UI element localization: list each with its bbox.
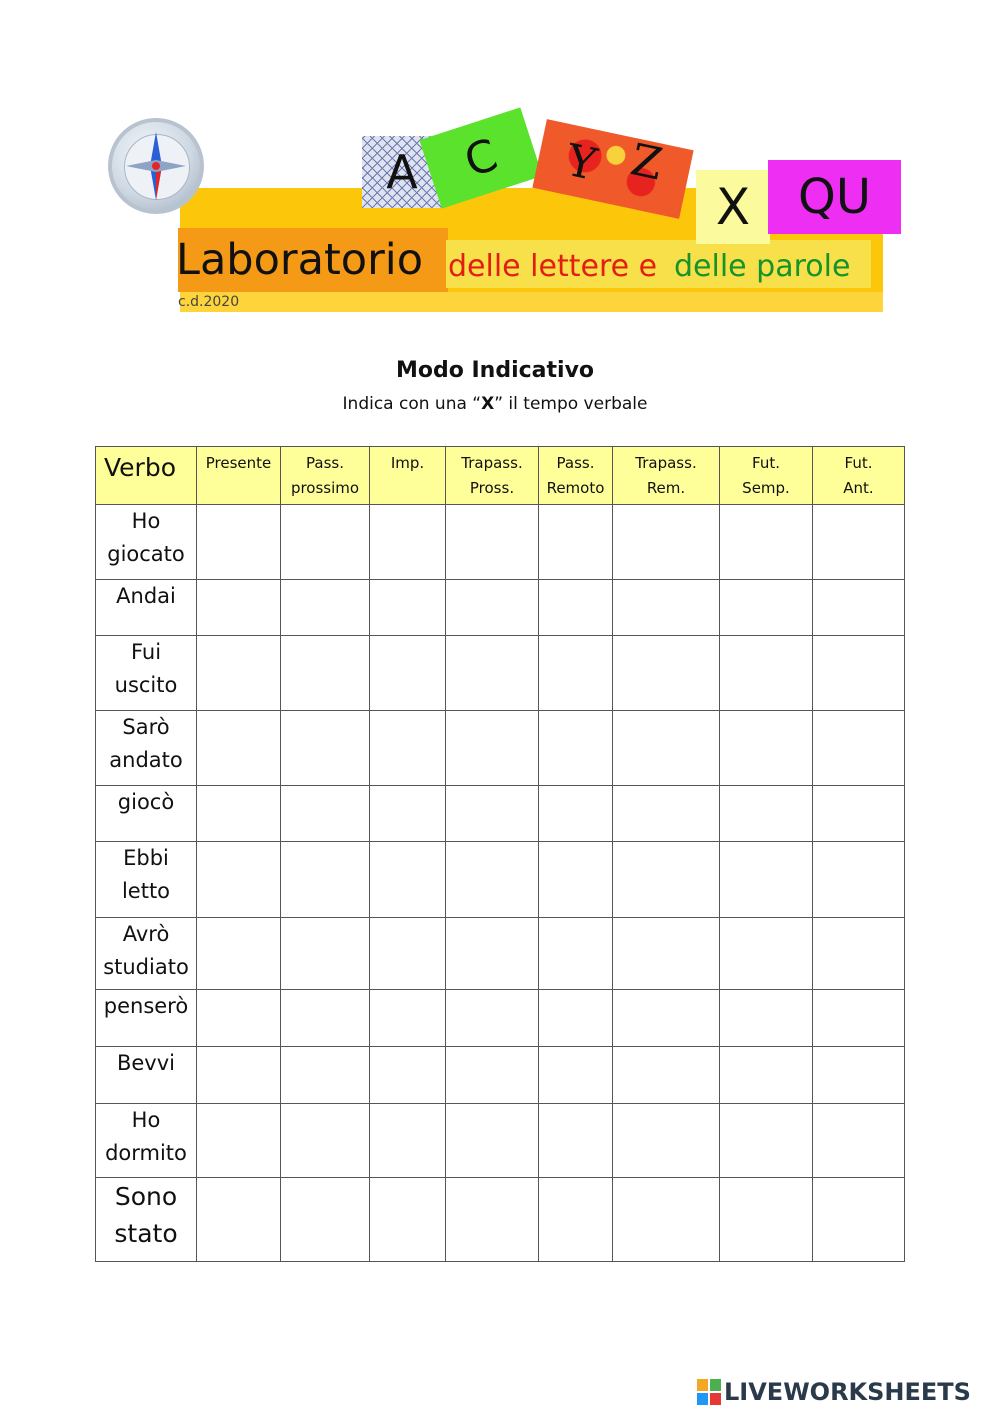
- answer-cell[interactable]: [720, 786, 813, 842]
- answer-cell[interactable]: [813, 580, 905, 636]
- answer-cell[interactable]: [613, 1047, 720, 1104]
- answer-cell[interactable]: [539, 711, 613, 786]
- column-header-presente: Presente: [197, 447, 281, 505]
- answer-cell[interactable]: [370, 842, 446, 918]
- liveworksheets-brand: LIVEWORKSHEETS: [724, 1378, 971, 1406]
- table-row: [96, 636, 905, 711]
- verb-participle: andato: [109, 748, 183, 772]
- column-header-trapass-rem: Trapass. Rem.: [613, 447, 720, 505]
- answer-cell[interactable]: [813, 1104, 905, 1178]
- answer-cell[interactable]: [197, 786, 281, 842]
- answer-cell[interactable]: [720, 636, 813, 711]
- answer-cell[interactable]: [613, 990, 720, 1047]
- verb-word: Ho: [131, 1108, 161, 1132]
- table-header-row: [96, 447, 905, 505]
- answer-cell[interactable]: [370, 918, 446, 990]
- answer-cell[interactable]: [281, 580, 370, 636]
- answer-cell[interactable]: [370, 1178, 446, 1262]
- verb-word: Sarò: [122, 715, 170, 739]
- verb-cell: [96, 1047, 197, 1104]
- column-header-verbo: Verbo: [96, 447, 197, 505]
- answer-cell[interactable]: [446, 1178, 539, 1262]
- answer-cell[interactable]: [720, 711, 813, 786]
- answer-cell[interactable]: [613, 636, 720, 711]
- liveworksheets-icon: [697, 1379, 721, 1405]
- answer-cell[interactable]: [370, 1047, 446, 1104]
- verb-cell: [96, 580, 197, 636]
- answer-cell[interactable]: [613, 711, 720, 786]
- letter-tile-c: C: [419, 107, 542, 208]
- answer-cell[interactable]: [720, 842, 813, 918]
- table-row: [96, 505, 905, 580]
- letter-tile-qu: QU: [768, 160, 901, 234]
- answer-cell[interactable]: [197, 636, 281, 711]
- answer-cell[interactable]: [281, 636, 370, 711]
- verb-cell: [96, 711, 197, 786]
- answer-cell[interactable]: [720, 1178, 813, 1262]
- verb-word: Sono: [114, 1182, 178, 1211]
- answer-cell[interactable]: [539, 990, 613, 1047]
- answer-cell[interactable]: [446, 1104, 539, 1178]
- table-row: [96, 842, 905, 918]
- answer-cell[interactable]: [446, 711, 539, 786]
- page-title: Modo Indicativo: [395, 358, 595, 383]
- table-row: [96, 990, 905, 1047]
- answer-cell[interactable]: [446, 918, 539, 990]
- answer-cell[interactable]: [197, 505, 281, 580]
- letter-z: Z: [626, 133, 668, 190]
- answer-cell[interactable]: [370, 636, 446, 711]
- table-row: [96, 1104, 905, 1178]
- column-header-pass-remoto: Pass. Remoto: [539, 447, 613, 505]
- answer-cell[interactable]: [197, 842, 281, 918]
- answer-cell[interactable]: [197, 990, 281, 1047]
- answer-cell[interactable]: [813, 636, 905, 711]
- letter-y: Y: [561, 134, 601, 191]
- answer-cell[interactable]: [539, 636, 613, 711]
- liveworksheets-logo: [697, 1378, 971, 1406]
- page-instruction: [0, 394, 990, 414]
- answer-cell[interactable]: [539, 1047, 613, 1104]
- answer-cell[interactable]: [613, 918, 720, 990]
- table-row: [96, 1047, 905, 1104]
- table-row: [96, 580, 905, 636]
- verb-word: Bevvi: [116, 1051, 176, 1075]
- compass-icon: [108, 118, 204, 214]
- answer-cell[interactable]: [281, 786, 370, 842]
- answer-cell[interactable]: [539, 580, 613, 636]
- answer-cell[interactable]: [370, 990, 446, 1047]
- answer-cell[interactable]: [720, 505, 813, 580]
- answer-cell[interactable]: [281, 842, 370, 918]
- column-header-pass-prossimo: Pass. prossimo: [281, 447, 370, 505]
- banner-subtitle-red: delle lettere e: [448, 249, 658, 284]
- banner-subtitle-green: delle parole: [674, 249, 851, 284]
- answer-cell[interactable]: [613, 1104, 720, 1178]
- answer-cell[interactable]: [813, 711, 905, 786]
- banner-credit: c.d.2020: [178, 294, 240, 310]
- answer-cell[interactable]: [370, 580, 446, 636]
- verb-cell: [96, 842, 197, 918]
- answer-cell[interactable]: [720, 1047, 813, 1104]
- instruction-mark: X: [481, 394, 495, 414]
- table-row: [96, 1178, 905, 1262]
- verb-participle: letto: [121, 879, 171, 903]
- answer-cell[interactable]: [446, 580, 539, 636]
- instruction-post: ” il tempo verbale: [494, 394, 648, 414]
- verb-tense-table: [95, 446, 905, 1262]
- column-header-fut-semp: Fut. Semp.: [720, 447, 813, 505]
- verb-word: giocò: [117, 790, 175, 814]
- column-header-imp: Imp.: [370, 447, 446, 505]
- answer-cell[interactable]: [539, 505, 613, 580]
- table-row: [96, 711, 905, 786]
- answer-cell[interactable]: [813, 505, 905, 580]
- instruction-pre: Indica con una “: [342, 394, 482, 414]
- answer-cell[interactable]: [197, 918, 281, 990]
- answer-cell[interactable]: [813, 842, 905, 918]
- verb-cell: [96, 918, 197, 990]
- verb-participle: uscito: [114, 673, 178, 697]
- answer-cell[interactable]: [281, 1047, 370, 1104]
- verb-cell: [96, 505, 197, 580]
- verb-word: Fui: [130, 640, 162, 664]
- answer-cell[interactable]: [613, 1178, 720, 1262]
- table-row: [96, 786, 905, 842]
- verb-word: Ebbi: [123, 846, 169, 870]
- answer-cell[interactable]: [446, 505, 539, 580]
- answer-cell[interactable]: [613, 580, 720, 636]
- answer-cell[interactable]: [197, 580, 281, 636]
- answer-cell[interactable]: [539, 918, 613, 990]
- answer-cell[interactable]: [720, 1104, 813, 1178]
- answer-cell[interactable]: [370, 786, 446, 842]
- answer-cell[interactable]: [813, 1047, 905, 1104]
- verb-word: Andai: [116, 584, 176, 608]
- answer-cell[interactable]: [281, 1104, 370, 1178]
- answer-cell[interactable]: [281, 990, 370, 1047]
- answer-cell[interactable]: [539, 786, 613, 842]
- table-row: [96, 918, 905, 990]
- answer-cell[interactable]: [720, 990, 813, 1047]
- answer-cell[interactable]: [613, 786, 720, 842]
- answer-cell[interactable]: [613, 842, 720, 918]
- answer-cell[interactable]: [197, 1178, 281, 1262]
- answer-cell[interactable]: [281, 918, 370, 990]
- answer-cell[interactable]: [446, 842, 539, 918]
- answer-cell[interactable]: [613, 505, 720, 580]
- answer-cell[interactable]: [813, 918, 905, 990]
- verb-cell: [96, 1178, 197, 1262]
- answer-cell[interactable]: [197, 711, 281, 786]
- column-header-fut-ant: Fut. Ant.: [813, 447, 905, 505]
- answer-cell[interactable]: [539, 1104, 613, 1178]
- verb-cell: [96, 1104, 197, 1178]
- answer-cell[interactable]: [813, 786, 905, 842]
- answer-cell[interactable]: [197, 1104, 281, 1178]
- verb-participle: studiato: [103, 955, 189, 979]
- answer-cell[interactable]: [446, 636, 539, 711]
- verb-participle: stato: [114, 1219, 178, 1248]
- verb-cell: [96, 990, 197, 1047]
- answer-cell[interactable]: [720, 580, 813, 636]
- answer-cell[interactable]: [720, 918, 813, 990]
- answer-cell[interactable]: [370, 711, 446, 786]
- answer-cell[interactable]: [446, 990, 539, 1047]
- letter-tile-a: A: [362, 136, 442, 208]
- verb-participle: giocato: [107, 542, 185, 566]
- banner: [100, 100, 910, 320]
- answer-cell[interactable]: [446, 786, 539, 842]
- verb-participle: dormito: [105, 1141, 187, 1165]
- verb-word: Avrò: [122, 922, 170, 946]
- verb-word: Ho: [131, 509, 161, 533]
- answer-cell[interactable]: [813, 990, 905, 1047]
- answer-cell[interactable]: [370, 505, 446, 580]
- answer-cell[interactable]: [539, 842, 613, 918]
- answer-cell[interactable]: [370, 1104, 446, 1178]
- verb-cell: [96, 786, 197, 842]
- verb-cell: [96, 636, 197, 711]
- answer-cell[interactable]: [539, 1178, 613, 1262]
- answer-cell[interactable]: [813, 1178, 905, 1262]
- banner-title: Laboratorio: [176, 235, 424, 285]
- answer-cell[interactable]: [197, 1047, 281, 1104]
- banner-strip: [180, 292, 883, 312]
- answer-cell[interactable]: [446, 1047, 539, 1104]
- answer-cell[interactable]: [281, 1178, 370, 1262]
- column-header-trapass-pross: Trapass. Pross.: [446, 447, 539, 505]
- verb-word: penserò: [103, 994, 189, 1018]
- answer-cell[interactable]: [281, 505, 370, 580]
- letter-tile-x: X: [696, 170, 770, 244]
- answer-cell[interactable]: [281, 711, 370, 786]
